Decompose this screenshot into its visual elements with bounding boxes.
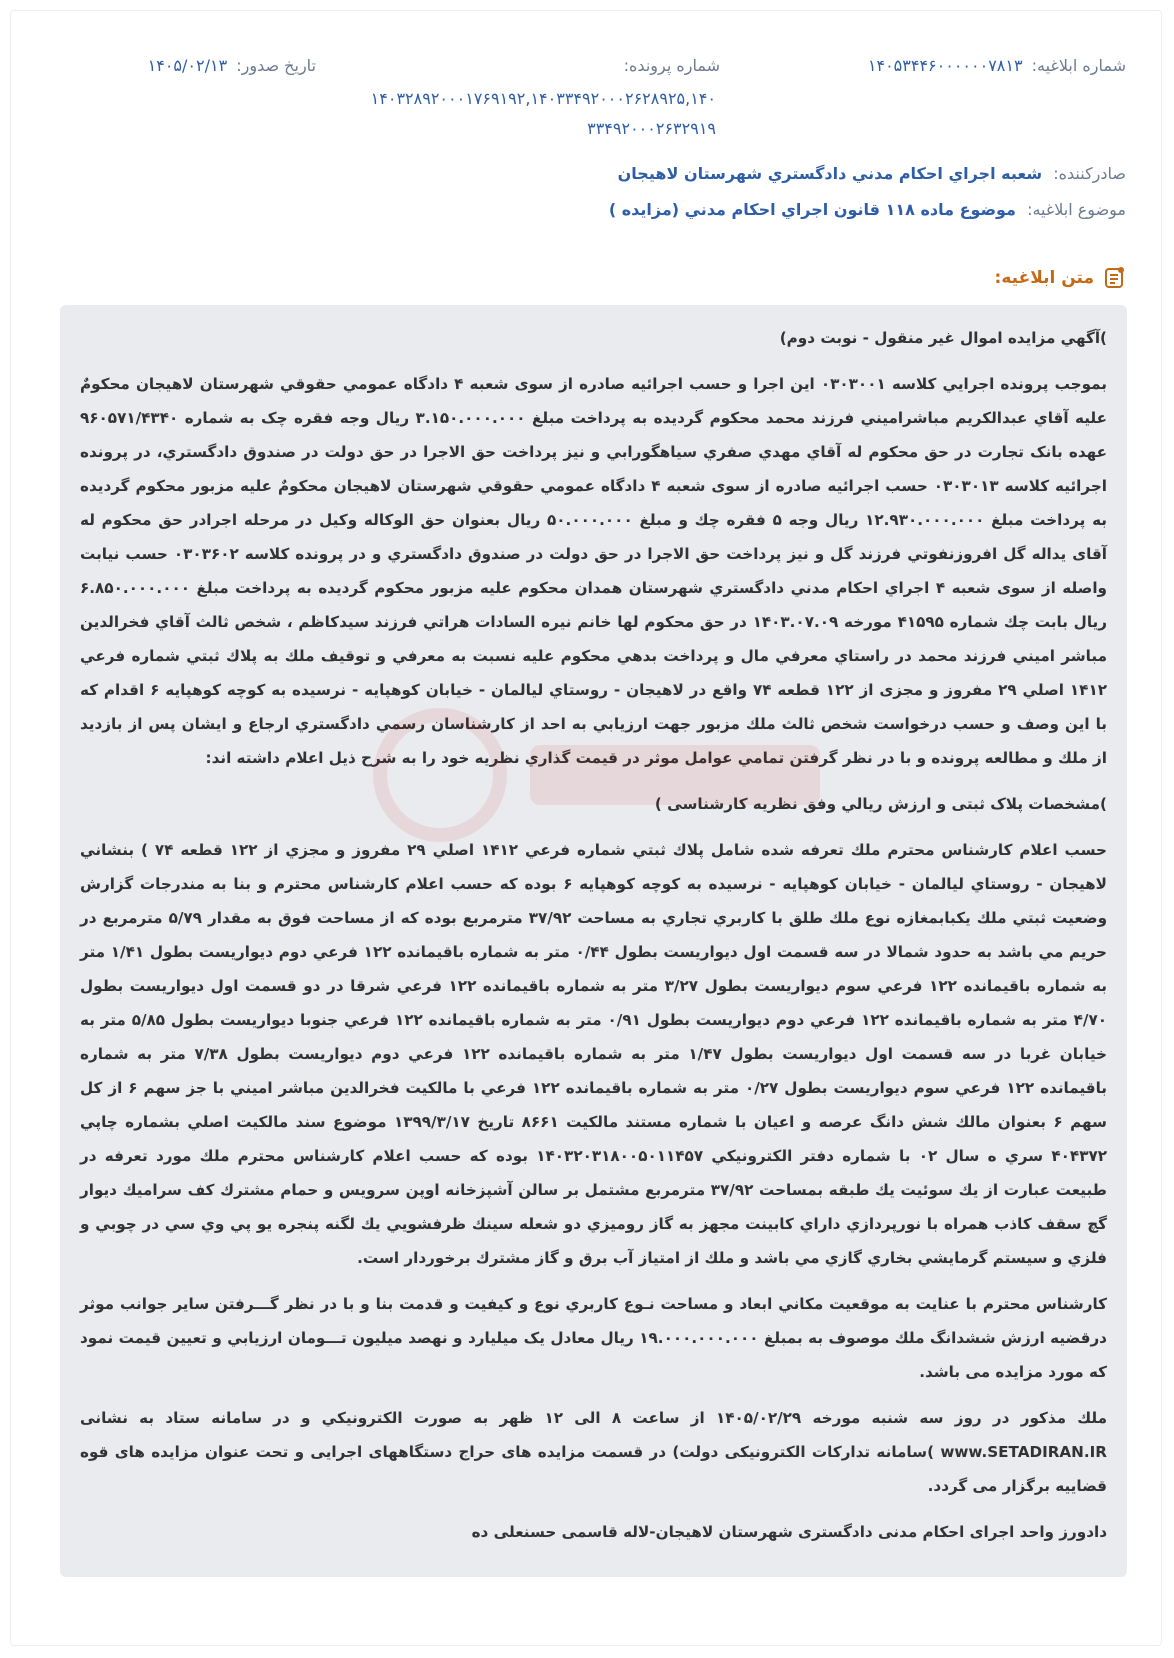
notice-body xyxy=(60,305,1127,1577)
case-number xyxy=(624,56,720,75)
issuer xyxy=(618,164,1126,183)
case-number-line2 xyxy=(587,119,720,138)
document-icon xyxy=(1102,266,1126,290)
paragraph-section-title: )مشخصات پلاک ثبتی و ارزش ريالي وفق نظريه كارشناسی ) xyxy=(654,795,1107,813)
issue-date-label: تاريخ صدور: xyxy=(236,56,316,75)
paragraph-specs: حسب اعلام كارشناس محترم ملك تعرفه شده شامل پلاك ثبتي شماره فرعي ۱۴۱۲ اصلي ۲۹ مفروز و مجزي از ۱۲۲ قطعه ۷۴ ) بنشاني لاهيجان - روستاي ليالمان - خيابان كوهپايه - نرسيده به كوچه كوهپايه ۶ بوده كه حسب اعلام كارشناس محترم و بنا به مندرجات گزارش وضعيت ثبتي ملك يكبابمغازه نوع ملك طلق با كاربري تجاري به مساحت ۳۷/۹۲ مترمربع بوده كه از مساحت فوق به مقدار ۵/۷۹ مترمربع در حريم مي باشد به حدود شمالا در سه قسمت اول ديواريست بطول ۰/۴۴ متر به شماره باقيمانده ۱۲۲ فرعي دوم ديواريست بطول ۱/۴۱ متر به شماره باقيمانده ۱۲۲ فرعي سوم ديواريست بطول ۳/۲۷ متر به شماره باقيمانده ۱۲۲ فرعي شرقا در دو قسمت اول ديواريست بطول ۴/۷۰ متر به شماره باقيمانده ۱۲۲ فرعي دوم ديواريست بطول ۰/۹۱ متر به شماره باقيمانده ۱۲۲ فرعي جنوبا ديواريست بطول ۵/۸۵ متر به خيابان غربا در سه قسمت اول ديواريست بطول ۱/۴۷ متر به شماره باقيمانده ۱۲۲ فرعي دوم ديواريست بطول ۷/۳۸ متر به شماره باقيمانده ۱۲۲ فرعي سوم ديواريست بطول ۰/۲۷ متر به شماره باقيمانده ۱۲۲ فرعي با مالكيت فخرالدين مباشر اميني با جز سهم ۶ از كل سهم ۶ بعنوان مالك شش دانگ عرصه و اعيان با شماره مستند مالكيت ۸۶۶۱ تاريخ ۱۳۹۹/۳/۱۷ موضوع سند مالكيت اصلي بشماره چاپي ۴۰۴۳۷۲ سري ه سال ۰۲ با شماره دفتر الكترونيكي ۱۴۰۳۲۰۳۱۸۰۰۵۰۱۱۴۵۷ بوده كه حسب اعلام كارشناس محترم ملك مورد تعرفه در طبيعت عبارت از يك سوئيت يك طبقه بمساحت ۳۷/۹۲ مترمربع مشتمل بر سالن آشپزخانه اوپن سرويس و حمام مشترك كف سراميك ديوار گچ سقف كاذب همراه با نورپردازي داراي كابينت مجهز به گاز روميزي دو شعله سينك ظرفشويي يك لگنه پنجره يو پي وي سي در چوبي و فلزي و سيستم گرمايشي بخاري گازي مي باشد و ملك از امتياز آب برق و گاز مشترك برخوردار است. xyxy=(80,841,1108,1267)
notice-number-value: ۱۴۰۵۳۴۴۶۰۰۰۰۰۰۷۸۱۳ xyxy=(867,56,1023,75)
body-header xyxy=(995,266,1126,290)
issue-date-value: ۱۴۰۵/۰۲/۱۳ xyxy=(147,56,228,75)
case-number-label: شماره پرونده: xyxy=(623,56,720,75)
notice-number-label: شماره ابلاغيه: xyxy=(1031,56,1126,75)
paragraph-signature: دادورز واحد اجرای احكام مدنی دادگستری شهرستان لاهيجان-لاله قاسمی حسنعلی ده xyxy=(471,1523,1107,1541)
case-number-value-2: ۳۳۴۹۲۰۰۰۲۶۳۲۹۱۹ xyxy=(587,119,716,138)
subject-value: موضوع ماده ۱۱۸ قانون اجراي احكام مدني (مزايده ) xyxy=(608,200,1016,219)
subject xyxy=(609,200,1126,219)
paragraph-title: )آگهي مزايده اموال غير منقول - نوبت دوم) xyxy=(779,329,1107,347)
case-number-value-1: ۱۴۰۳۲۸۹۲۰۰۰۱۷۶۹۱۹۲,۱۴۰۳۳۴۹۲۰۰۰۲۶۲۸۹۲۵,۱۴۰ xyxy=(370,89,716,108)
case-number-line1 xyxy=(371,89,720,108)
subject-label: موضوع ابلاغيه: xyxy=(1027,200,1126,219)
issue-date xyxy=(148,56,316,75)
paragraph-main: بموجب پرونده اجرايي كلاسه ۰۳۰۳۰۰۱ اين اجرا و حسب اجرائيه صادره از سوی شعبه ۴ دادگاه عمومي حقوقي شهرستان لاهيجان محکومٌ عليه آقاي عبدالكريم مباشراميني فرزند محمد محكوم گرديده به پرداخت مبلغ ۳.۱۵۰.۰۰۰.۰۰۰ ريال وجه فقره چک به شماره ۹۶۰۵۷۱/۴۳۴۰ عهده بانک تجارت در حق محکوم له آقاي مهدي صفري سياهگورابي و نيز پرداخت حق الاجرا در حق دولت در صندوق دادگستري، در پرونده اجرائيه كلاسه ۰۳۰۳۰۱۳ حسب اجرائيه صادره از سوی شعبه ۴ دادگاه عمومي حقوقي شهرستان لاهيجان محکومٌ عليه مزبور محكوم گرديده به پرداخت مبلغ ۱۲.۹۳۰.۰۰۰.۰۰۰ ريال وجه ۵ فقره چك و مبلغ ۵۰.۰۰۰.۰۰۰ ريال بعنوان حق الوكاله وكيل در مرحله اجرادر حق محكوم له آقای يداله گل افروزنفوتي فرزند گل و نيز پرداخت حق الاجرا در حق دولت در صندوق دادگستري و در پرونده كلاسه ۰۳۰۳۶۰۲ حسب نيابت واصله از سوی شعبه ۴ اجراي احكام مدني دادگستري شهرستان همدان محكوم عليه مزبور محكوم گرديده به پرداخت مبلغ ۶.۸۵۰.۰۰۰.۰۰۰ ريال بابت چك شماره ۴۱۵۹۵ مورخه ۱۴۰۳.۰۷.۰۹ در حق محكوم لها خانم نيره السادات هراتي فرزند سيدكاظم ، شخص ثالث آقاي فخرالدين مباشر اميني فرزند محمد در راستاي معرفي مال و پرداخت بدهي محكوم عليه نسبت به معرفي و توقيف ملك به پلاك ثبتي شماره فرعي ۱۴۱۲ اصلي ۲۹ مفروز و مجزی از ۱۲۲ قطعه ۷۴ واقع در لاهيجان - روستاي ليالمان - خيابان كوهپايه - نرسيده به كوچه كوهپايه ۶ اقدام كه با اين وصف و حسب درخواست شخص ثالث ملك مزبور جهت ارزيابي به احد از كارشناسان رسمي دادگستري ارجاع و ايشان پس از بازديد از ملك و مطالعه پرونده و با در نظر گرفتن تمامي عوامل موثر در قيمت گذاري نظريه خود را به شرح ذيل اعلام داشته اند: xyxy=(80,375,1107,767)
paragraph-valuation: كارشناس محترم با عنايت به موقعيت مكاني ابعاد و مساحت نـوع كاربري نوع و كيفيت و قدمت بنا و با در نظر گـــرفتن ساير جوانب موثر درقضيه ارزش ششدانگ ملك موصوف به بمبلغ ۱۹.۰۰۰.۰۰۰.۰۰۰ ريال معادل يک ميليارد و نهصد ميليون تـــومان ارزيابي و تعيين قيمت نمود كه مورد مزايده می باشد. xyxy=(80,1295,1107,1381)
issuer-value: شعبه اجراي احكام مدني دادگستري شهرستان لاهيجان xyxy=(617,164,1043,183)
paragraph-auction-time: ملك مذكور در روز سه شنبه مورخه ۱۴۰۵/۰۲/۲۹ از ساعت ۸ الی ۱۲ ظهر به صورت الكترونيكي و در سامانه ستاد به نشانی www.SETADIRAN.IR )سامانه تداركات الكترونيكی دولت) در قسمت مزايده های حراج دستگاههای اجرايی و تحت عنوان مزايده های قوه قضاييه برگزار می گردد. xyxy=(80,1409,1107,1495)
notice-number xyxy=(868,56,1126,75)
issuer-label: صادرکننده: xyxy=(1053,164,1126,183)
body-label: متن ابلاغيه: xyxy=(994,268,1094,288)
